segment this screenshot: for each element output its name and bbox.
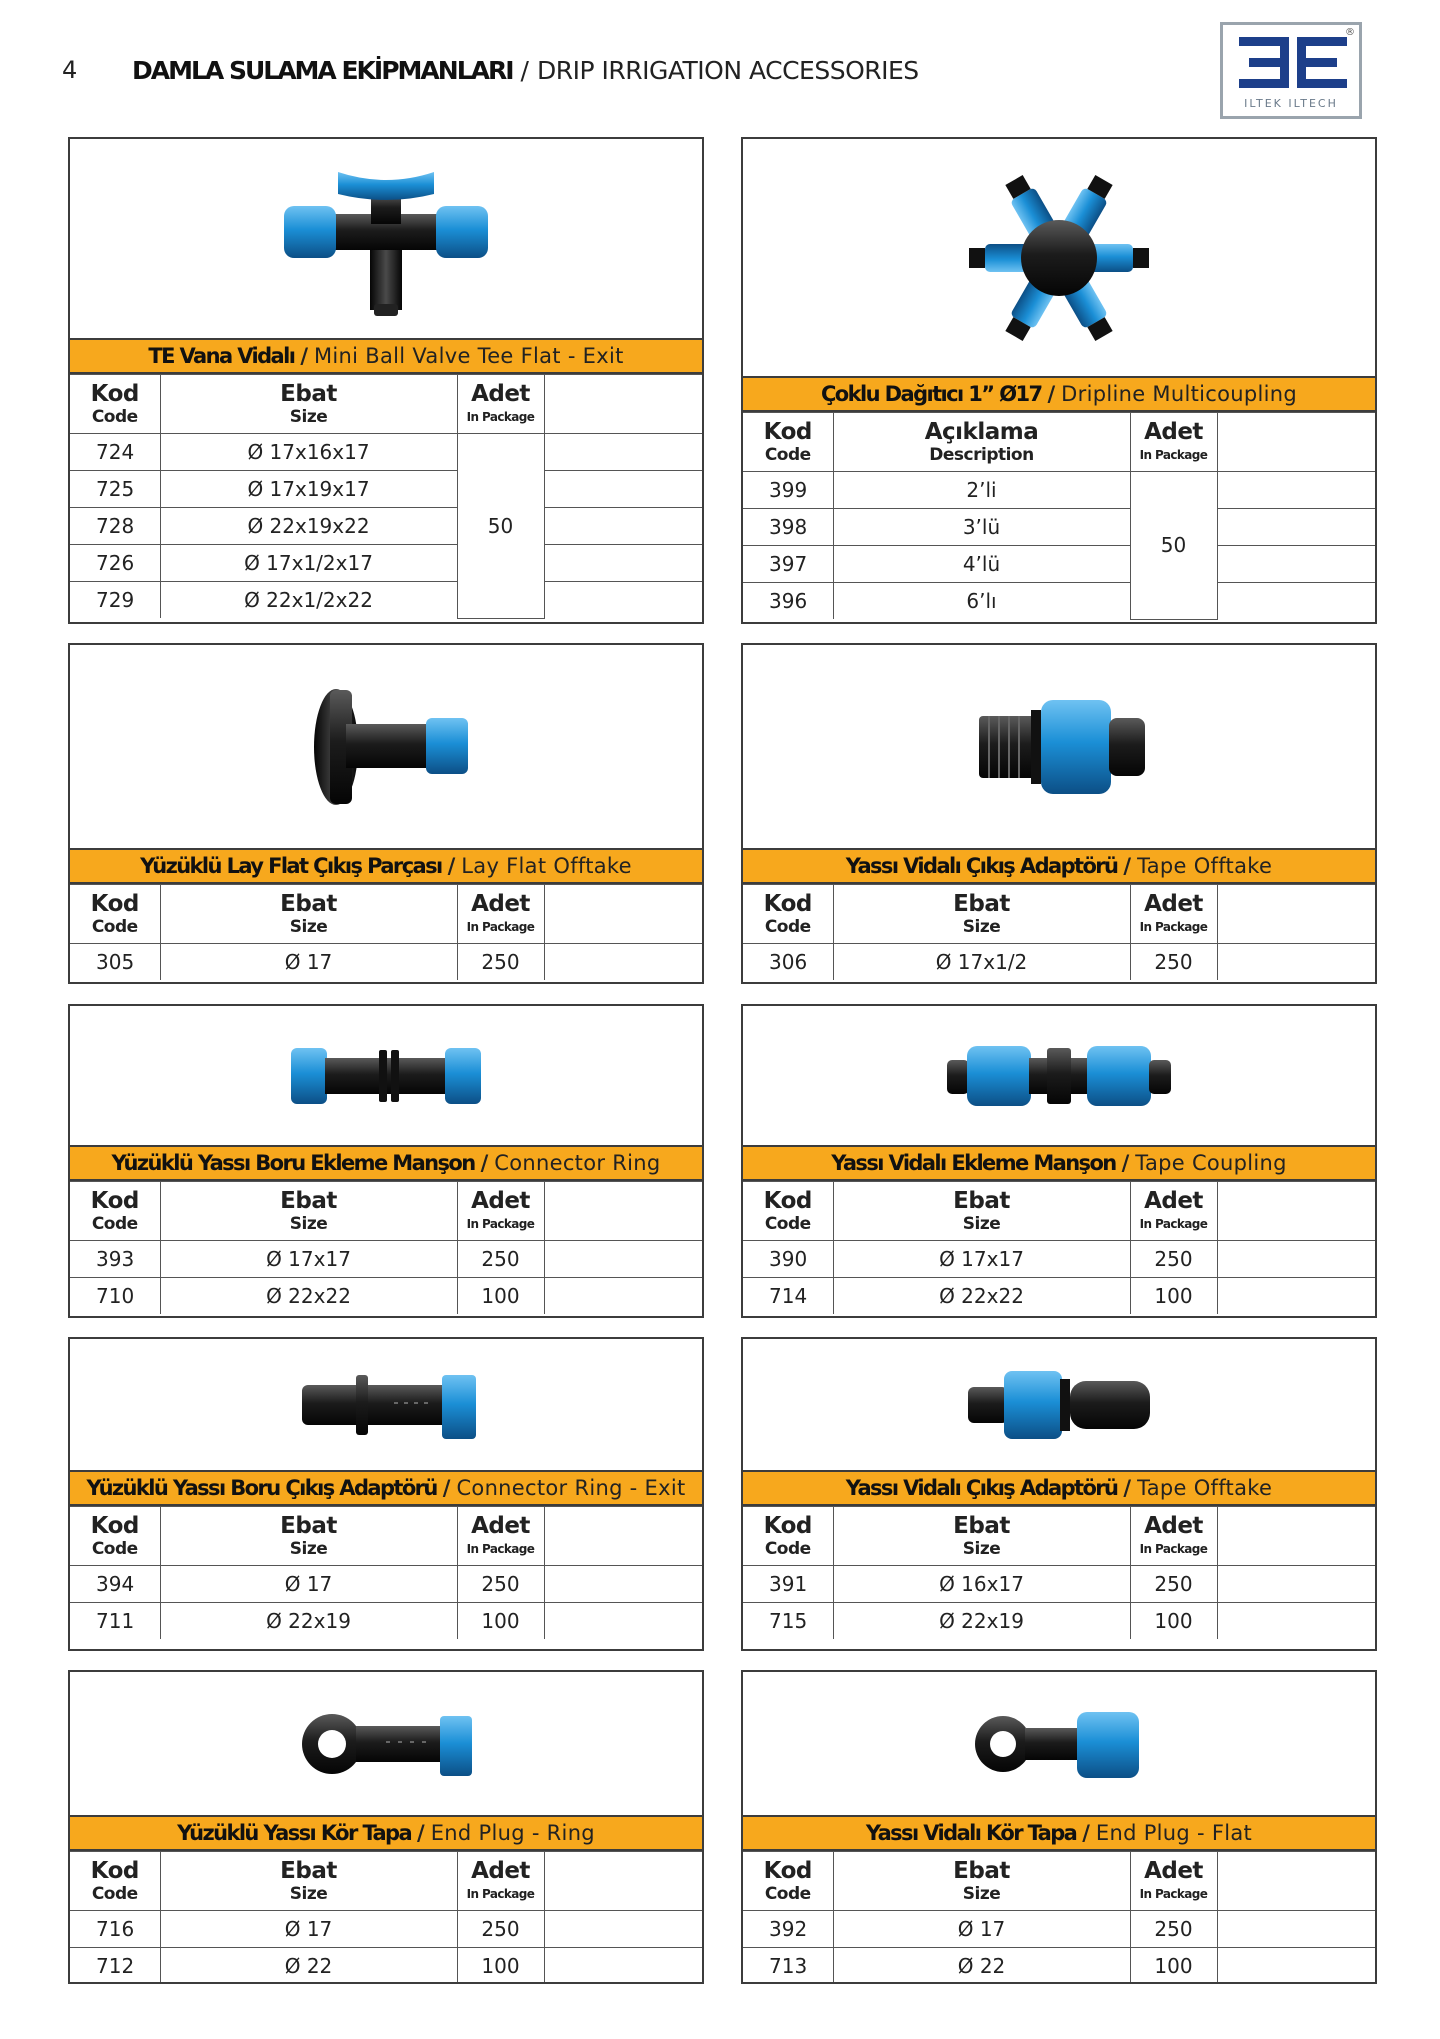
- product-name-tr: Yassı Vidalı Ekleme Manşon: [831, 1151, 1116, 1175]
- product-spec-table: [743, 1181, 1377, 1314]
- cell-description: 6’lı: [833, 583, 1130, 620]
- table-header-row: [70, 1507, 704, 1566]
- cell-size: Ø 17: [160, 944, 457, 981]
- product-title-bar: [70, 1470, 702, 1506]
- table-header-row: [70, 885, 704, 944]
- product-title-bar: [70, 1145, 702, 1181]
- product-spec-table: [70, 884, 704, 980]
- header-code: Kod Code: [70, 885, 160, 944]
- page-title-separator: /: [520, 55, 529, 85]
- header-size: Ebat Size: [833, 1507, 1130, 1566]
- cell-code: 711: [70, 1603, 160, 1640]
- cell-package: 250: [1130, 944, 1217, 981]
- tape-offtake-barbed-icon: [954, 1355, 1164, 1455]
- cell-size: Ø 22: [833, 1948, 1130, 1985]
- product-card-connector-ring: [68, 1004, 704, 1318]
- table-row: [743, 472, 1377, 509]
- cell-code: 725: [70, 471, 160, 508]
- header-package: Adet In Package: [457, 1507, 544, 1566]
- header-code: Kod Code: [743, 1507, 833, 1566]
- product-name-tr: Yüzüklü Lay Flat Çıkış Parçası: [140, 854, 442, 878]
- cell-code: 726: [70, 545, 160, 582]
- header-size: Ebat Size: [833, 1852, 1130, 1911]
- title-separator: /: [447, 854, 456, 878]
- table-row: [743, 546, 1377, 583]
- end-plug-ring-icon: [286, 1694, 486, 1794]
- product-card-dripline-multicoupling: [741, 137, 1377, 624]
- header-size: Ebat Size: [160, 375, 457, 434]
- cell-description: 3’lü: [833, 509, 1130, 546]
- header-package: Adet In Package: [457, 375, 544, 434]
- table-row: [743, 1566, 1377, 1603]
- cell-code: 396: [743, 583, 833, 620]
- cell-package: 250: [1130, 1911, 1217, 1948]
- product-spec-table: [70, 1181, 704, 1314]
- cell-package: 250: [457, 1911, 544, 1948]
- page-title-en: DRIP IRRIGATION ACCESSORIES: [536, 55, 919, 85]
- header-package: Adet In Package: [457, 1182, 544, 1241]
- product-card-mini-ball-valve-tee: [68, 137, 704, 624]
- title-separator: /: [1121, 1151, 1130, 1175]
- tape-coupling-icon: [939, 1026, 1179, 1126]
- table-header-row: [70, 375, 704, 434]
- cell-package: 250: [1130, 1241, 1217, 1278]
- cell-size: Ø 17x17: [833, 1241, 1130, 1278]
- table-row: [70, 1603, 704, 1640]
- header-code: Kod Code: [70, 375, 160, 434]
- cell-size: Ø 22: [160, 1948, 457, 1985]
- header-size: Ebat Size: [833, 885, 1130, 944]
- table-row: [70, 434, 704, 471]
- product-title-bar: [70, 848, 702, 884]
- cell-package: 100: [457, 1948, 544, 1985]
- product-name-en: Mini Ball Valve Tee Flat - Exit: [314, 344, 624, 368]
- product-spec-table: [743, 412, 1377, 620]
- header-package: Adet In Package: [1130, 885, 1217, 944]
- product-title-bar: [743, 848, 1375, 884]
- table-row: [70, 944, 704, 981]
- product-name-tr: Yassı Vidalı Çıkış Adaptörü: [845, 1476, 1118, 1500]
- cell-size: Ø 22x19: [160, 1603, 457, 1640]
- cell-size: Ø 22x22: [160, 1278, 457, 1315]
- product-spec-table: [70, 374, 704, 619]
- table-row: [70, 471, 704, 508]
- cell-code: 392: [743, 1911, 833, 1948]
- table-header-row: [743, 413, 1377, 472]
- cell-size: Ø 17: [833, 1911, 1130, 1948]
- page-number: 4: [62, 56, 78, 84]
- cell-size: Ø 17: [160, 1911, 457, 1948]
- cell-description: 4’lü: [833, 546, 1130, 583]
- title-separator: /: [417, 1821, 425, 1845]
- title-separator: /: [1123, 1476, 1132, 1500]
- cell-code: 728: [70, 508, 160, 545]
- page-header: [62, 50, 919, 90]
- cell-code: 390: [743, 1241, 833, 1278]
- title-separator: /: [442, 1476, 451, 1500]
- cell-size: Ø 17x19x17: [160, 471, 457, 508]
- product-title-bar: [743, 1145, 1375, 1181]
- cell-code: 306: [743, 944, 833, 981]
- cell-code: 716: [70, 1911, 160, 1948]
- table-row: [70, 1241, 704, 1278]
- product-name-tr: TE Vana Vidalı: [148, 344, 295, 368]
- product-name-en: Dripline Multicoupling: [1061, 382, 1297, 406]
- table-row: [743, 1241, 1377, 1278]
- product-title-bar: [70, 1815, 702, 1851]
- cell-size: Ø 17x16x17: [160, 434, 457, 471]
- cell-size: Ø 22x19: [833, 1603, 1130, 1640]
- title-separator: /: [1047, 382, 1056, 406]
- product-image: [743, 1006, 1375, 1146]
- cell-package: 100: [1130, 1948, 1217, 1985]
- product-name-en: End Plug - Flat: [1095, 1821, 1253, 1845]
- cell-package: 250: [1130, 1566, 1217, 1603]
- header-code: Kod Code: [743, 1182, 833, 1241]
- cell-size: Ø 22x19x22: [160, 508, 457, 545]
- page-title-tr: DAMLA SULAMA EKİPMANLARI: [132, 55, 513, 85]
- header-description: Açıklama Description: [833, 413, 1130, 472]
- cell-code: 715: [743, 1603, 833, 1640]
- cell-code: 391: [743, 1566, 833, 1603]
- product-card-tape-coupling: [741, 1004, 1377, 1318]
- cell-size: Ø 16x17: [833, 1566, 1130, 1603]
- table-row: [743, 944, 1377, 981]
- cell-package: 100: [457, 1278, 544, 1315]
- product-name-en: Connector Ring: [494, 1151, 661, 1175]
- table-header-row: [743, 1507, 1377, 1566]
- product-title-bar: [743, 1815, 1375, 1851]
- table-row: [743, 583, 1377, 620]
- header-package: Adet In Package: [457, 1852, 544, 1911]
- table-row: [743, 1278, 1377, 1315]
- table-header-row: [743, 1852, 1377, 1911]
- registered-mark: ®: [1345, 27, 1355, 38]
- cell-size: Ø 17: [160, 1566, 457, 1603]
- product-name-tr: Yüzüklü Yassı Kör Tapa: [177, 1821, 412, 1845]
- header-code: Kod Code: [743, 1852, 833, 1911]
- product-name-tr: Yassı Vidalı Kör Tapa: [865, 1821, 1077, 1845]
- header-size: Ebat Size: [833, 1182, 1130, 1241]
- cell-code: 393: [70, 1241, 160, 1278]
- cell-code: 714: [743, 1278, 833, 1315]
- table-row: [743, 1948, 1377, 1985]
- table-header-row: [743, 1182, 1377, 1241]
- product-card-end-plug-flat: [741, 1670, 1377, 1984]
- product-name-en: Tape Offtake: [1137, 854, 1273, 878]
- product-image: [70, 1006, 702, 1146]
- header-code: Kod Code: [743, 885, 833, 944]
- mini-ball-valve-tee-icon: [266, 154, 506, 324]
- cell-code: 398: [743, 509, 833, 546]
- product-image: [743, 139, 1375, 377]
- product-card-end-plug-ring: [68, 1670, 704, 1984]
- dripline-multicoupling-icon: [959, 158, 1159, 358]
- product-card-lay-flat-offtake: [68, 643, 704, 984]
- cell-code: 305: [70, 944, 160, 981]
- header-code: Kod Code: [70, 1852, 160, 1911]
- product-name-tr: Çoklu Dağıtıcı 1” Ø17: [821, 382, 1042, 406]
- cell-code: 713: [743, 1948, 833, 1985]
- cell-package: 100: [1130, 1603, 1217, 1640]
- table-row: [70, 1948, 704, 1985]
- cell-package: 50: [457, 434, 544, 619]
- header-code: Kod Code: [743, 413, 833, 472]
- table-row: [70, 582, 704, 619]
- logo-text: ILTEK ILTECH: [1244, 97, 1338, 110]
- product-name-en: Tape Coupling: [1135, 1151, 1287, 1175]
- title-separator: /: [1082, 1821, 1090, 1845]
- product-name-tr: Yassı Vidalı Çıkış Adaptörü: [845, 854, 1118, 878]
- cell-code: 710: [70, 1278, 160, 1315]
- product-name-en: End Plug - Ring: [430, 1821, 595, 1845]
- iltek-logo: [1220, 22, 1362, 119]
- product-image: [70, 1672, 702, 1816]
- connector-ring-icon: [281, 1026, 491, 1126]
- header-code: Kod Code: [70, 1182, 160, 1241]
- product-image: [743, 1339, 1375, 1471]
- header-size: Ebat Size: [160, 885, 457, 944]
- product-card-tape-offtake-barbed: [741, 1337, 1377, 1651]
- cell-size: Ø 17x1/2x17: [160, 545, 457, 582]
- cell-package: 50: [1130, 472, 1217, 620]
- cell-package: 100: [457, 1603, 544, 1640]
- connector-ring-exit-icon: [286, 1355, 486, 1455]
- cell-code: 724: [70, 434, 160, 471]
- table-row: [70, 508, 704, 545]
- cell-code: 394: [70, 1566, 160, 1603]
- header-size: Ebat Size: [160, 1182, 457, 1241]
- product-spec-table: [70, 1506, 704, 1639]
- product-spec-table: [743, 1851, 1377, 1984]
- cell-code: 397: [743, 546, 833, 583]
- product-card-tape-offtake: [741, 643, 1377, 984]
- table-header-row: [743, 885, 1377, 944]
- end-plug-flat-icon: [959, 1694, 1159, 1794]
- cell-package: 250: [457, 1566, 544, 1603]
- table-row: [70, 1566, 704, 1603]
- cell-size: Ø 22x22: [833, 1278, 1130, 1315]
- table-row: [743, 1911, 1377, 1948]
- product-spec-table: [743, 884, 1377, 980]
- header-package: Adet In Package: [457, 885, 544, 944]
- product-image: [743, 1672, 1375, 1816]
- table-row: [743, 1603, 1377, 1640]
- cell-size: Ø 17x1/2: [833, 944, 1130, 981]
- title-separator: /: [1123, 854, 1132, 878]
- product-spec-table: [70, 1851, 704, 1984]
- table-row: [70, 1278, 704, 1315]
- table-row: [70, 545, 704, 582]
- cell-size: Ø 17x17: [160, 1241, 457, 1278]
- product-image: [743, 645, 1375, 849]
- lay-flat-offtake-icon: [286, 672, 486, 822]
- header-package: Adet In Package: [1130, 1182, 1217, 1241]
- product-name-en: Connector Ring - Exit: [456, 1476, 686, 1500]
- header-package: Adet In Package: [1130, 413, 1217, 472]
- product-spec-table: [743, 1506, 1377, 1639]
- tape-offtake-icon: [959, 672, 1159, 822]
- product-name-en: Tape Offtake: [1137, 1476, 1273, 1500]
- title-separator: /: [480, 1151, 489, 1175]
- table-row: [743, 509, 1377, 546]
- product-image: [70, 139, 702, 339]
- product-image: [70, 645, 702, 849]
- title-separator: /: [300, 344, 308, 368]
- table-row: [70, 1911, 704, 1948]
- product-name-tr: Yüzüklü Yassı Boru Ekleme Manşon: [111, 1151, 475, 1175]
- header-size: Ebat Size: [160, 1852, 457, 1911]
- cell-code: 712: [70, 1948, 160, 1985]
- cell-size: Ø 22x1/2x22: [160, 582, 457, 619]
- table-header-row: [70, 1182, 704, 1241]
- product-name-tr: Yüzüklü Yassı Boru Çıkış Adaptörü: [86, 1476, 437, 1500]
- product-title-bar: [743, 376, 1375, 412]
- product-card-connector-ring-exit: [68, 1337, 704, 1651]
- header-size: Ebat Size: [160, 1507, 457, 1566]
- cell-description: 2’li: [833, 472, 1130, 509]
- cell-code: 399: [743, 472, 833, 509]
- product-title-bar: [743, 1470, 1375, 1506]
- product-image: [70, 1339, 702, 1471]
- product-title-bar: [70, 338, 702, 374]
- cell-code: 729: [70, 582, 160, 619]
- cell-package: 100: [1130, 1278, 1217, 1315]
- cell-package: 250: [457, 1241, 544, 1278]
- header-package: Adet In Package: [1130, 1507, 1217, 1566]
- header-package: Adet In Package: [1130, 1852, 1217, 1911]
- table-header-row: [70, 1852, 704, 1911]
- product-name-en: Lay Flat Offtake: [461, 854, 632, 878]
- header-code: Kod Code: [70, 1507, 160, 1566]
- cell-package: 250: [457, 944, 544, 981]
